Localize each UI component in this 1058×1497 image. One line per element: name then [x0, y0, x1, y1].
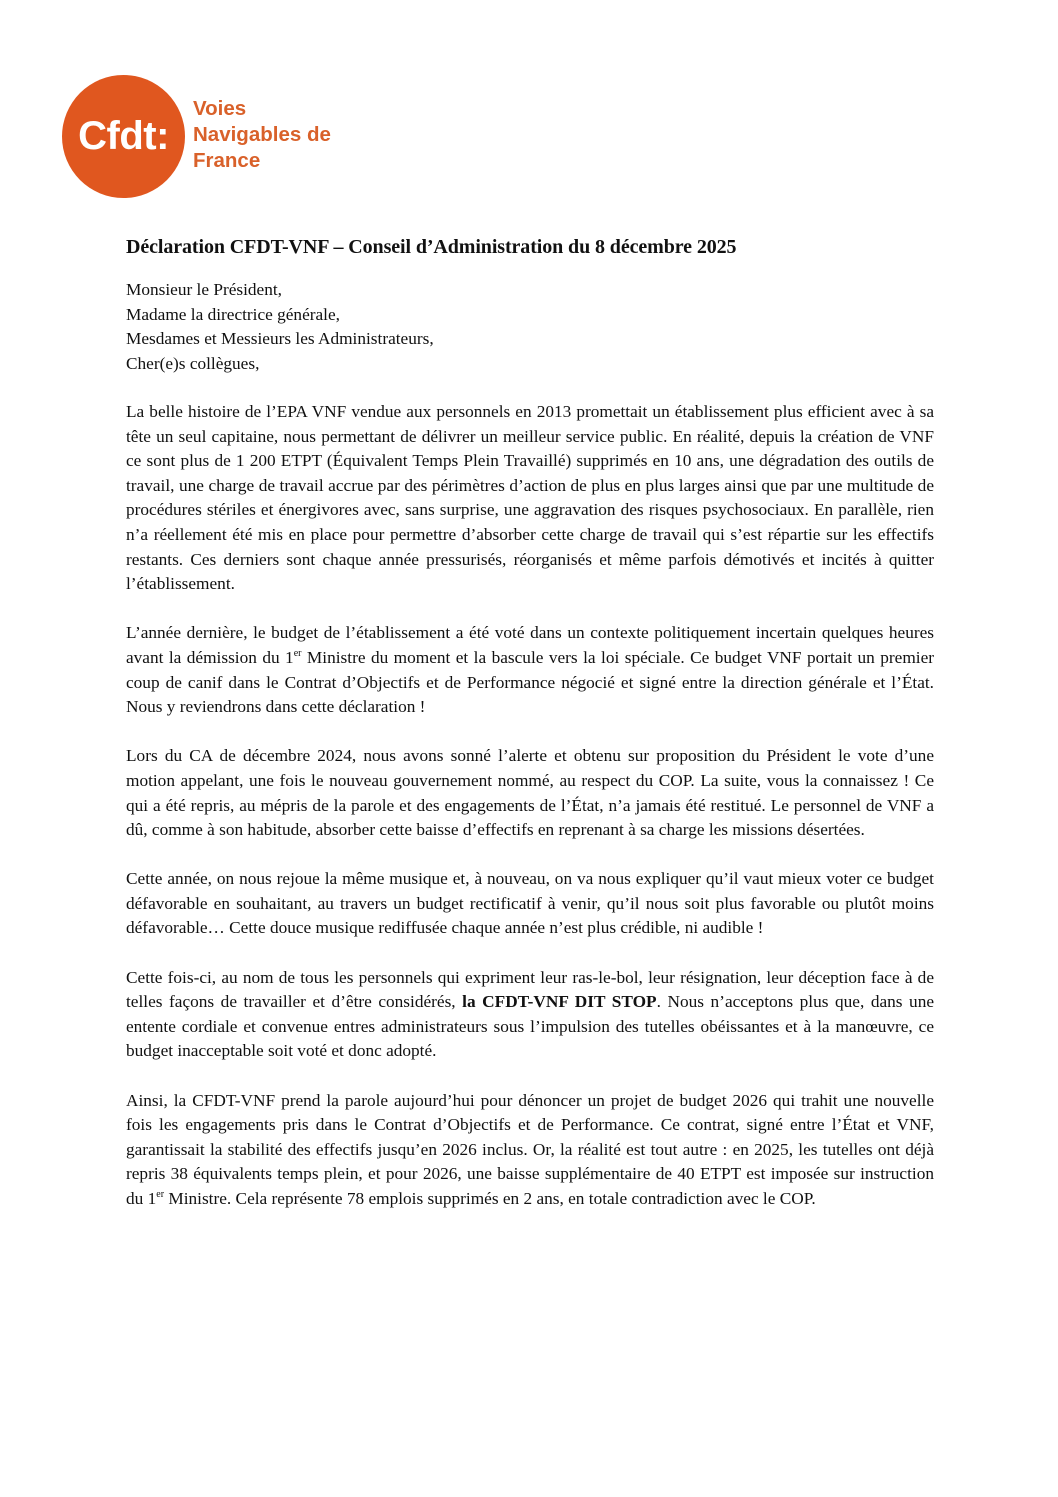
emphasis-dit-stop: la CFDT-VNF DIT STOP — [462, 992, 657, 1012]
organization-name-line-3: France — [193, 148, 261, 172]
salutation-line: Mesdames et Messieurs les Administrateurs, — [126, 329, 434, 348]
paragraph-text: Cette fois-ci, au nom de tous les personnels qui expriment leur ras-le-bol, leur résignation, leur déception face à de telles façons de travailler et d’être considérés, — [126, 967, 934, 1012]
superscript-ordinal: er — [293, 648, 302, 660]
organization-name — [193, 96, 331, 174]
paragraph-text: L’année dernière, le budget de l’établissement a été voté dans un contexte politiquement incertain quelques heures avant la démission du 1 — [126, 623, 934, 667]
paragraph-ca-december-2024: Lors du CA de décembre 2024, nous avons sonné l’alerte et obtenu sur proposition du Président le vote d’une motion appelant, une fois le nouveau gouvernement nommé, au respect du COP. La suite, vous la connaissez ! Ce qui a été repris, au mépris de la parole et des engagements de l’État, n’a jamais été restitué. Le personnel de VNF a dû, comme à son habitude, absorber cette baisse d’effectifs en reprenant à sa charge les missions désertées. — [126, 746, 934, 840]
salutation-block — [126, 278, 934, 376]
document-body — [126, 234, 934, 1236]
document-title: Déclaration CFDT-VNF – Conseil d’Administration du 8 décembre 2025 — [126, 236, 737, 258]
organization-name-line-2: Navigables de — [193, 122, 331, 146]
superscript-ordinal: er — [156, 1189, 165, 1201]
organization-name-line-1: Voies — [193, 96, 247, 120]
cfdt-logo-mark-text: Cfdt: — [78, 114, 169, 158]
paragraph-text: . Nous n’acceptons plus que, dans une entente cordiale et convenue entres administrateurs sous l’impulsion des tutelles obéissantes et à la manœuvre, ce budget inacceptable soit voté et donc adopté. — [126, 992, 935, 1061]
paragraph-text: Ministre du moment et la bascule vers la loi spéciale. Ce budget VNF portait un premier coup de canif dans le Contrat d’Objectifs et de Performance négocié et signé entre la direction générale et l’État. Nous y reviendrons dans cette déclaration ! — [126, 647, 934, 717]
paragraph-budget-2026 — [126, 1089, 934, 1212]
paragraph-text: Ainsi, la CFDT-VNF prend la parole aujourd’hui pour dénoncer un projet de budget 2026 qui trahit une nouvelle fois les engagements pris dans le Contrat d’Objectifs et de Performance. Ce contrat, signé entre l’État et VNF, garantissait la stabilité des effectifs jusqu’en 2026 inclus. Or, la réalité est tout autre : en 2025, les tutelles ont déjà repris 38 équivalents temps plein, et pour 2026, une baisse supplémentaire de 40 ETPT est imposée sur instruction du 1 — [126, 1090, 934, 1208]
paragraph-history: La belle histoire de l’EPA VNF vendue aux personnels en 2013 promettait un établissement plus efficient avec à sa tête un seul capitaine, nous permettant de délivrer un meilleur service public. En réalité, depuis la création de VNF ce sont plus de 1 200 ETPT (Équivalent Temps Plein Travaillé) supprimés en 10 ans, une dégradation des outils de travail, une charge de travail accrue par des périmètres d’action de plus en plus larges ainsi que par une multitude de procédures stériles et énergivores avec, sans surprise, une aggravation des risques psychosociaux. En parallèle, rien n’a réellement été mis en place pour permettre d’absorber cette charge de travail qui s’est répartie sur les effectifs restants. Ces derniers sont chaque année pressurisés, réorganisés et même parfois démotivés et incités à quitter l’établissement. — [126, 402, 934, 594]
paragraph-text: Ministre. Cela représente 78 emplois supprimés en 2 ans, en totale contradiction avec le COP. — [164, 1189, 816, 1208]
cfdt-logo — [62, 75, 331, 198]
paragraph-same-music: Cette année, on nous rejoue la même musique et, à nouveau, on va nous expliquer qu’il vaut mieux voter ce budget défavorable en souhaitant, au travers un budget rectificatif à venir, qu’il nous soit plus favorable ou plutôt moins défavorable… Cette douce musique rediffusée chaque année n’est plus crédible, ni audible ! — [126, 869, 934, 938]
paragraph-dit-stop — [126, 966, 934, 1064]
salutation-line: Monsieur le Président, — [126, 280, 282, 299]
salutation-line: Cher(e)s collègues, — [126, 353, 260, 373]
salutation-line: Madame la directrice générale, — [126, 304, 340, 324]
paragraph-last-year-budget — [126, 621, 934, 719]
cfdt-logo-mark — [62, 75, 185, 198]
